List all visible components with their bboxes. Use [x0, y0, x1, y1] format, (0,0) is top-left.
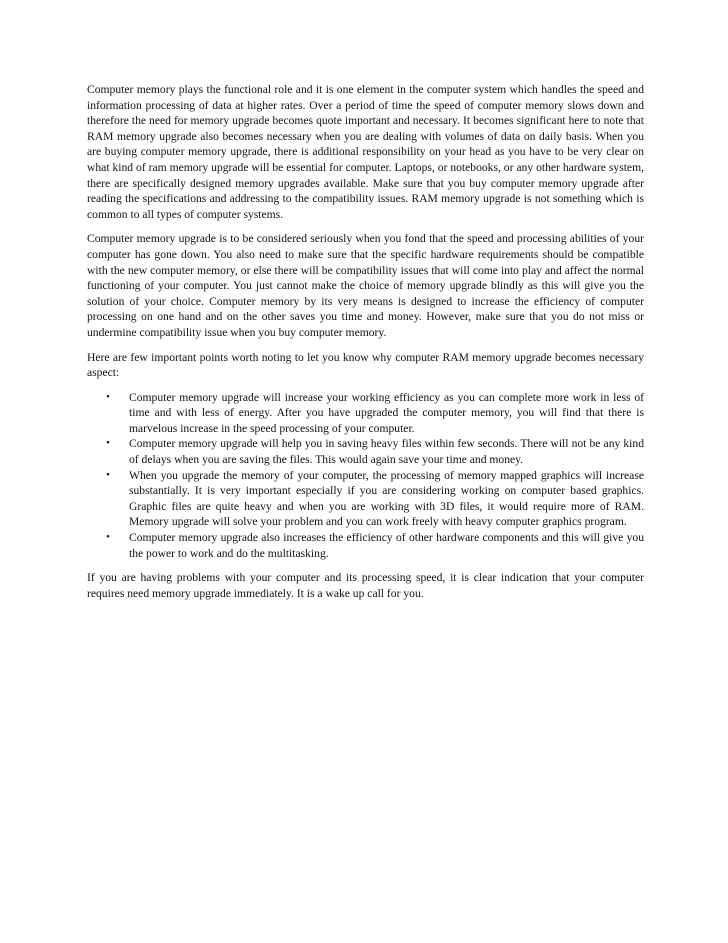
- bullet-list: [87, 390, 644, 562]
- list-item-text: Computer memory upgrade will increase your working efficiency as you can complete more work in less of time and with less of energy. After you have upgraded the computer memory, you will find that there is marvelous increase in the speed processing of your computer.: [129, 390, 644, 435]
- list-item-text: Computer memory upgrade also increases the efficiency of other hardware components and this will give you the power to work and do the multitasking.: [129, 531, 644, 560]
- list-item: [87, 390, 644, 437]
- bullet-icon: •: [106, 390, 110, 403]
- bullet-icon: •: [106, 531, 110, 544]
- document-page: [87, 82, 644, 610]
- bullet-icon: •: [106, 437, 110, 450]
- bullet-icon: •: [106, 468, 110, 481]
- paragraph-intro: Computer memory plays the functional role and it is one element in the computer system which handles the speed and information processing of data at higher rates. Over a period of time the speed of computer memory slows down and therefore the need for memory upgrade becomes quote important and necessary. It becomes significant here to note that RAM memory upgrade also becomes necessary when you are dealing with volumes of data on daily basis. When you are buying computer memory upgrade, there is additional responsibility on your head as you have to be very clear on what kind of ram memory upgrade will be essential for computer. Laptops, or notebooks, or any other hardware system, there are specifically designed memory upgrades available. Make sure that you buy computer memory upgrade after reading the specifications and addressing to the compatibility issues. RAM memory upgrade is not something which is common to all types of computer systems.: [87, 83, 644, 221]
- paragraph-considerations: Computer memory upgrade is to be considered seriously when you fond that the speed and processing abilities of your computer has gone down. You also need to make sure that the specific hardware requirements should be compatible with the new computer memory, or else there will be compatibility issues that will come into play and affect the normal functioning of your computer. You just cannot make the choice of memory upgrade blindly as this will give you the solution of your choice. Computer memory by its very means is designed to increase the efficiency of computer processing on one hand and on the other saves you time and money. However, make sure that you do not miss or undermine compatibility issue when you buy computer memory.: [87, 232, 644, 339]
- paragraph-closing: If you are having problems with your computer and its processing speed, it is clear indication that your computer requires need memory upgrade immediately. It is a wake up call for you.: [87, 571, 644, 600]
- list-item-text: When you upgrade the memory of your computer, the processing of memory mapped graphics will increase substantially. It is very important especially if you are considering working on computer based graphics. Graphic files are quite heavy and when you are working with 3D files, it would require more of RAM. Memory upgrade will solve your problem and you can work freely with heavy computer graphics program.: [129, 468, 644, 529]
- list-item: [87, 530, 644, 561]
- list-item: [87, 436, 644, 467]
- list-item-text: Computer memory upgrade will help you in saving heavy files within few seconds. There will not be any kind of delays when you are saving the files. This would again save your time and money.: [129, 437, 644, 467]
- list-item: [87, 468, 644, 530]
- paragraph-points-lead: Here are few important points worth noting to let you know why computer RAM memory upgrade becomes necessary aspect:: [87, 350, 644, 380]
